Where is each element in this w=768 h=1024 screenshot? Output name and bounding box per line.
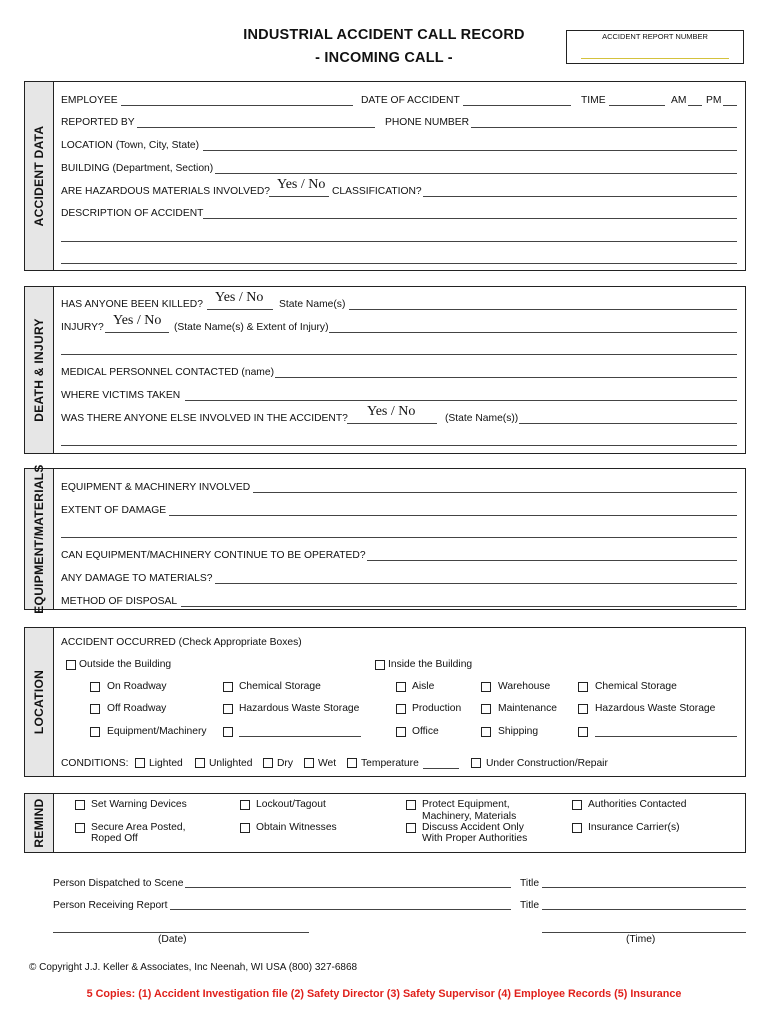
dispatched-field[interactable] bbox=[185, 887, 511, 888]
under-construction-label: Under Construction/Repair bbox=[486, 758, 608, 769]
hazardous-materials-answer: Yes / No bbox=[277, 177, 326, 192]
description-field-2[interactable] bbox=[61, 241, 737, 242]
else-involved-names-field[interactable] bbox=[519, 423, 737, 424]
lighted-checkbox[interactable] bbox=[135, 758, 145, 768]
remind-side-label: REMIND bbox=[25, 794, 54, 852]
phone-number-field[interactable] bbox=[471, 127, 737, 128]
reported-by-label: REPORTED BY bbox=[61, 117, 135, 128]
hazardous-waste-outside-checkbox[interactable] bbox=[223, 704, 233, 714]
temperature-field[interactable] bbox=[423, 768, 459, 769]
else-involved-label: WAS THERE ANYONE ELSE INVOLVED IN THE ACCIDENT? bbox=[61, 413, 348, 424]
victims-taken-field[interactable] bbox=[185, 400, 737, 401]
medical-personnel-label: MEDICAL PERSONNEL CONTACTED (name) bbox=[61, 367, 275, 378]
receiving-title-label: Title bbox=[520, 900, 540, 911]
other-inside-field[interactable] bbox=[595, 736, 737, 737]
authorities-contacted-checkbox[interactable] bbox=[572, 800, 582, 810]
location-field[interactable] bbox=[203, 150, 737, 151]
date-field[interactable] bbox=[53, 932, 309, 933]
set-warning-checkbox[interactable] bbox=[75, 800, 85, 810]
receiving-field[interactable] bbox=[170, 909, 511, 910]
lockout-label: Lockout/Tagout bbox=[256, 799, 326, 810]
warehouse-checkbox[interactable] bbox=[481, 682, 491, 692]
damage-materials-label: ANY DAMAGE TO MATERIALS? bbox=[61, 573, 213, 584]
killed-label: HAS ANYONE BEEN KILLED? bbox=[61, 299, 203, 310]
hazardous-materials-field[interactable] bbox=[269, 196, 329, 197]
receiving-title-field[interactable] bbox=[542, 909, 746, 910]
killed-names-field[interactable] bbox=[349, 309, 737, 310]
else-involved-state-label: (State Name(s)) bbox=[445, 413, 519, 424]
dispatched-title-label: Title bbox=[520, 878, 540, 889]
other-outside-field[interactable] bbox=[239, 736, 361, 737]
form-title: INDUSTRIAL ACCIDENT CALL RECORD bbox=[243, 27, 525, 43]
classification-label: CLASSIFICATION? bbox=[332, 186, 422, 197]
outside-building-checkbox[interactable] bbox=[66, 660, 76, 670]
remind-section bbox=[24, 793, 746, 853]
disposal-field[interactable] bbox=[181, 606, 737, 607]
chemical-storage-inside-label: Chemical Storage bbox=[595, 681, 677, 692]
set-warning-label: Set Warning Devices bbox=[91, 799, 187, 810]
injury-extent-label: (State Name(s) & Extent of Injury) bbox=[174, 322, 329, 333]
on-roadway-label: On Roadway bbox=[107, 681, 167, 692]
extent-of-damage-field-2[interactable] bbox=[61, 537, 737, 538]
date-of-accident-label: DATE OF ACCIDENT bbox=[361, 95, 460, 106]
death-injury-side-label: DEATH & INJURY bbox=[25, 287, 54, 453]
reported-by-field[interactable] bbox=[137, 127, 375, 128]
am-field[interactable] bbox=[688, 105, 702, 106]
description-field-1[interactable] bbox=[203, 218, 737, 219]
building-label: BUILDING (Department, Section) bbox=[61, 163, 214, 174]
phone-number-label: PHONE NUMBER bbox=[385, 117, 470, 128]
date-label: (Date) bbox=[158, 934, 187, 945]
description-label: DESCRIPTION OF ACCIDENT bbox=[61, 208, 204, 219]
building-field[interactable] bbox=[215, 173, 737, 174]
secure-area-label-1: Secure Area Posted, bbox=[91, 822, 186, 833]
shipping-checkbox[interactable] bbox=[481, 727, 491, 737]
other-inside-checkbox[interactable] bbox=[578, 727, 588, 737]
dispatched-title-field[interactable] bbox=[542, 887, 746, 888]
wet-label: Wet bbox=[318, 758, 337, 769]
wet-checkbox[interactable] bbox=[304, 758, 314, 768]
else-involved-field-2[interactable] bbox=[61, 445, 737, 446]
copies-distribution: 5 Copies: (1) Accident Investigation file (2) Safety Director (3) Safety Supervisor (4) Employee Records (5) Insurance bbox=[86, 988, 682, 1000]
injury-answer: Yes / No bbox=[113, 313, 162, 328]
production-checkbox[interactable] bbox=[396, 704, 406, 714]
insurance-carrier-checkbox[interactable] bbox=[572, 823, 582, 833]
secure-area-label-2: Roped Off bbox=[91, 833, 138, 844]
witnesses-checkbox[interactable] bbox=[240, 823, 250, 833]
shipping-label: Shipping bbox=[498, 726, 539, 737]
warehouse-label: Warehouse bbox=[498, 681, 551, 692]
unlighted-label: Unlighted bbox=[209, 758, 253, 769]
pm-label: PM bbox=[706, 95, 722, 106]
chemical-storage-inside-checkbox[interactable] bbox=[578, 682, 588, 692]
witnesses-label: Obtain Witnesses bbox=[256, 822, 337, 833]
pm-field[interactable] bbox=[723, 105, 737, 106]
equipment-machinery-label: Equipment/Machinery bbox=[107, 726, 207, 737]
injury-label: INJURY? bbox=[61, 322, 104, 333]
killed-answer: Yes / No bbox=[215, 290, 264, 305]
dry-label: Dry bbox=[277, 758, 294, 769]
insurance-carrier-label: Insurance Carrier(s) bbox=[588, 822, 680, 833]
hazardous-waste-inside-checkbox[interactable] bbox=[578, 704, 588, 714]
dry-checkbox[interactable] bbox=[263, 758, 273, 768]
authorities-contacted-label: Authorities Contacted bbox=[588, 799, 687, 810]
injury-field[interactable] bbox=[105, 332, 169, 333]
temperature-checkbox[interactable] bbox=[347, 758, 357, 768]
accident-occurred-label: ACCIDENT OCCURRED (Check Appropriate Boxes) bbox=[61, 637, 302, 648]
conditions-label: CONDITIONS: bbox=[61, 758, 129, 769]
report-number-label: ACCIDENT REPORT NUMBER bbox=[602, 32, 708, 41]
inside-building-label: Inside the Building bbox=[388, 659, 473, 670]
accident-data-section bbox=[24, 81, 746, 271]
extent-of-damage-field-1[interactable] bbox=[169, 515, 737, 516]
chemical-storage-outside-label: Chemical Storage bbox=[239, 681, 321, 692]
time-signoff-label: (Time) bbox=[626, 934, 656, 945]
hazardous-waste-inside-label: Hazardous Waste Storage bbox=[595, 703, 716, 714]
injury-extent-field-2[interactable] bbox=[61, 354, 737, 355]
am-label: AM bbox=[671, 95, 687, 106]
form-subtitle: - INCOMING CALL - bbox=[315, 50, 453, 66]
protect-equipment-checkbox[interactable] bbox=[406, 800, 416, 810]
discuss-accident-checkbox[interactable] bbox=[406, 823, 416, 833]
receiving-label: Person Receiving Report bbox=[53, 900, 168, 911]
unlighted-checkbox[interactable] bbox=[195, 758, 205, 768]
medical-personnel-field[interactable] bbox=[275, 377, 737, 378]
discuss-accident-label-1: Discuss Accident Only bbox=[422, 822, 524, 833]
time-label: TIME bbox=[581, 95, 606, 106]
else-involved-answer: Yes / No bbox=[367, 404, 416, 419]
date-of-accident-field[interactable] bbox=[463, 105, 571, 106]
employee-label: EMPLOYEE bbox=[61, 95, 118, 106]
else-involved-field[interactable] bbox=[347, 423, 437, 424]
equipment-side-label: EQUIPMENT/MATERIALS bbox=[25, 469, 54, 609]
on-roadway-checkbox[interactable] bbox=[90, 682, 100, 692]
equipment-section bbox=[24, 464, 746, 614]
continue-operation-label: CAN EQUIPMENT/MACHINERY CONTINUE TO BE OPERATED? bbox=[61, 550, 366, 561]
discuss-accident-label-2: With Proper Authorities bbox=[422, 833, 528, 844]
production-label: Production bbox=[412, 703, 462, 714]
equipment-involved-label: EQUIPMENT & MACHINERY INVOLVED bbox=[61, 482, 251, 493]
killed-field[interactable] bbox=[207, 309, 273, 310]
employee-field[interactable] bbox=[121, 105, 353, 106]
dispatched-label: Person Dispatched to Scene bbox=[53, 878, 184, 889]
office-label: Office bbox=[412, 726, 439, 737]
extent-of-damage-label: EXTENT OF DAMAGE bbox=[61, 505, 167, 516]
victims-taken-label: WHERE VICTIMS TAKEN bbox=[61, 390, 181, 401]
classification-field[interactable] bbox=[423, 196, 737, 197]
injury-extent-field-1[interactable] bbox=[329, 332, 737, 333]
aisle-label: Aisle bbox=[412, 681, 435, 692]
other-outside-checkbox[interactable] bbox=[223, 727, 233, 737]
location-side-label: LOCATION bbox=[25, 628, 54, 776]
hazardous-materials-label: ARE HAZARDOUS MATERIALS INVOLVED? bbox=[61, 186, 271, 197]
death-injury-section bbox=[24, 286, 746, 454]
hazardous-waste-outside-label: Hazardous Waste Storage bbox=[239, 703, 360, 714]
aisle-checkbox[interactable] bbox=[396, 682, 406, 692]
report-number-box bbox=[566, 30, 744, 64]
time-field[interactable] bbox=[609, 105, 665, 106]
chemical-storage-outside-checkbox[interactable] bbox=[223, 682, 233, 692]
maintenance-checkbox[interactable] bbox=[481, 704, 491, 714]
equipment-machinery-checkbox[interactable] bbox=[90, 727, 100, 737]
protect-equipment-label-2: Machinery, Materials bbox=[422, 811, 517, 822]
copyright-text: © Copyright J.J. Keller & Associates, Inc Neenah, WI USA (800) 327-6868 bbox=[29, 962, 358, 973]
description-field-3[interactable] bbox=[61, 263, 737, 264]
temperature-label: Temperature bbox=[361, 758, 419, 769]
location-section bbox=[24, 627, 746, 777]
location-label: LOCATION (Town, City, State) bbox=[61, 140, 200, 151]
disposal-label: METHOD OF DISPOSAL bbox=[61, 596, 178, 607]
equipment-involved-field[interactable] bbox=[253, 492, 737, 493]
under-construction-checkbox[interactable] bbox=[471, 758, 481, 768]
damage-materials-field[interactable] bbox=[215, 583, 737, 584]
lighted-label: Lighted bbox=[149, 758, 183, 769]
accident-data-side-label: ACCIDENT DATA bbox=[25, 82, 54, 270]
protect-equipment-label-1: Protect Equipment, bbox=[422, 799, 510, 810]
time-signoff-field[interactable] bbox=[542, 932, 746, 933]
outside-building-label: Outside the Building bbox=[79, 659, 172, 670]
maintenance-label: Maintenance bbox=[498, 703, 557, 714]
office-checkbox[interactable] bbox=[396, 727, 406, 737]
lockout-checkbox[interactable] bbox=[240, 800, 250, 810]
secure-area-checkbox[interactable] bbox=[75, 823, 85, 833]
continue-operation-field[interactable] bbox=[367, 560, 737, 561]
report-number-field[interactable] bbox=[581, 58, 729, 59]
killed-state-names-label: State Name(s) bbox=[279, 299, 346, 310]
off-roadway-checkbox[interactable] bbox=[90, 704, 100, 714]
off-roadway-label: Off Roadway bbox=[107, 703, 167, 714]
inside-building-checkbox[interactable] bbox=[375, 660, 385, 670]
